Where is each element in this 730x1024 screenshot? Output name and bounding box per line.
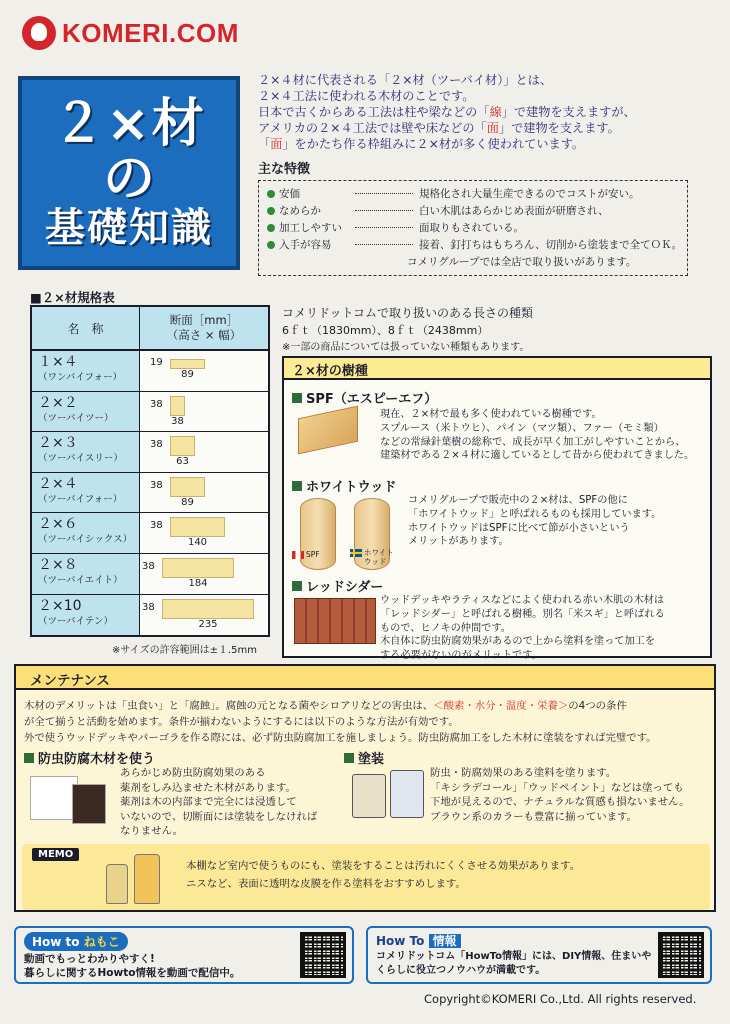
redcedar-heading: レッドシダー: [292, 576, 383, 595]
features-title: 主な特徴: [258, 162, 311, 177]
square-bullet-icon: [292, 481, 302, 491]
whitewood-description: コメリグループで販売中の２×材は、SPFの他に 「ホワイトウッド」と呼ばれるものも採用しています。 ホワイトウッドはSPFに比べて節が小さいという メリットがあります。: [408, 495, 662, 548]
square-bullet-icon: [24, 753, 34, 763]
maintenance-section: [14, 664, 716, 912]
square-bullet-icon: [292, 581, 302, 591]
title-line-3: 基礎知識: [45, 204, 213, 251]
lumber-section-bar: [170, 396, 185, 416]
spec-width: 89: [181, 496, 194, 508]
whitewood-flag-label: ホワイト ウッド: [350, 548, 394, 566]
howto-video-logo: How to ねもこ: [24, 932, 128, 951]
spec-name-cell: ２×６ （ツーバイシックス）: [32, 513, 140, 553]
lumber-section-bar: [162, 558, 234, 578]
lumber-section-bar: [170, 359, 205, 369]
spec-note: ※サイズの許容範囲は±１.5mm: [112, 645, 257, 656]
spf-log-image: [300, 498, 336, 570]
spec-name-cell: ２×８ （ツーバイエイト）: [32, 554, 140, 594]
features-box: [258, 180, 688, 276]
lengths-note: ※一部の商品については扱っていない種類もあります。: [282, 342, 530, 353]
spec-row: [32, 392, 268, 433]
spec-width: 63: [176, 456, 189, 468]
spec-thickness: 38: [150, 439, 163, 451]
maintenance-line-2: が全て揃うと活動を始めます。条件が揃わないようにするには以下のような方法が有効です。: [24, 716, 459, 728]
spf-heading: SPF（エスピーエフ）: [292, 388, 437, 407]
canada-flag-icon: [292, 551, 304, 559]
paint-can-image: [352, 774, 386, 818]
spec-width: 235: [198, 618, 218, 630]
maintenance-line-3: 外で使うウッドデッキやパーゴラを作る際には、必ず防虫防腐加工を施しましょう。防虫防腐加工をした木材に塗装をすれば完璧です。: [24, 732, 657, 744]
species-title: ２×材の樹種: [284, 358, 710, 380]
spec-thickness: 38: [142, 601, 155, 613]
spec-thickness: 38: [150, 520, 163, 532]
paint-description: 防虫・防腐効果のある塗料を塗ります。 「キシラデコール」「ウッドペイント」などは塗っても 下地が見えるので、ナチュラルな質感も損ないません。 ブラウン系のカラーも豊富に揃っています。: [430, 767, 690, 823]
spec-thickness: 38: [142, 560, 155, 572]
spf-flag-label: SPF: [292, 550, 320, 559]
spec-row: [32, 513, 268, 554]
sweden-flag-icon: [350, 549, 362, 557]
lumber-section-bar: [170, 436, 195, 456]
varnish-bottle-image: [106, 864, 128, 904]
spec-row: [32, 473, 268, 514]
memo-line-2: ニスなど、表面に透明な皮膜を作る塗料をおすすめします。: [186, 878, 466, 890]
memo-tag: MEMO: [32, 848, 79, 861]
spec-row: [32, 554, 268, 595]
lengths-sizes: 6ｆｔ（1830mm）、8ｆｔ（2438mm）: [282, 324, 489, 337]
species-box: [282, 356, 712, 662]
howto-info-banner[interactable]: [366, 926, 712, 984]
spec-thickness: 38: [150, 398, 163, 410]
intro-line: 「面」をかたち作る枠組みに２×材が多く使われています。: [258, 137, 585, 151]
bullet-dot-icon: [267, 224, 275, 232]
bullet-dot-icon: [267, 207, 275, 215]
intro-line: ２×４材に代表される「２×材（ツーバイ材）」とは、: [258, 73, 553, 87]
intro-text: [258, 72, 718, 152]
lumber-section-bar: [170, 477, 205, 497]
spec-width: 38: [171, 415, 184, 427]
intro-line: 日本で古くからある工法は柱や梁などの「線」で建物を支えますが、: [258, 105, 636, 119]
komeri-bird-icon: [22, 16, 56, 50]
redcedar-description: ウッドデッキやラティスなどによく使われる赤い木肌の木材は 「レッドシダー」と呼ばれる樹種。別名「米スギ」と呼ばれる もので、ヒノキの仲間です。 木自体に防虫防腐効果があるので上から塗料を塗って加工を する必要がないのがメリットです。: [380, 595, 665, 662]
logo-text: KOMERI.COM: [62, 17, 239, 48]
feature-item: 安価 規格化され大量生産できるのでコストが安い。: [267, 185, 679, 202]
memo-line-1: 本棚など室内で使うものにも、塗装をすることは汚れにくくさせる効果があります。: [186, 860, 581, 872]
spec-section-cell: [140, 595, 268, 636]
spec-row: [32, 351, 268, 392]
maintenance-title: メンテナンス: [16, 666, 714, 690]
redcedar-deck-image: [294, 598, 376, 644]
feature-continuation: コメリグループでは全店で取り扱いがあります。: [407, 256, 637, 268]
howto-info-title: How To 情報: [376, 932, 461, 949]
qr-code-icon[interactable]: [658, 932, 704, 978]
intro-line: アメリカの２×４工法では壁や床などの「面」で建物を支えます。: [258, 121, 620, 135]
feature-item: なめらか 白い木肌はあらかじめ表面が研磨され、: [267, 202, 679, 219]
spec-thickness: 19: [150, 357, 163, 368]
title-line-2: の: [102, 149, 155, 209]
spec-thickness: 38: [150, 479, 163, 491]
square-bullet-icon: [292, 393, 302, 403]
bullet-dot-icon: [267, 190, 275, 198]
lumber-section-bar: [162, 599, 254, 619]
spec-section-cell: [140, 351, 268, 391]
spec-table: [30, 305, 270, 637]
komeri-logo[interactable]: [22, 16, 239, 50]
memo-box: [22, 844, 710, 910]
spec-name-cell: ２×３ （ツーバイスリー）: [32, 432, 140, 472]
spec-width: 140: [187, 537, 208, 549]
lumber-section-bar: [170, 517, 225, 537]
spec-row: [32, 595, 268, 636]
spec-name-cell: ２×２ （ツーバイツー）: [32, 392, 140, 432]
paint-can-image: [390, 770, 424, 818]
varnish-bottle-image: [134, 854, 160, 904]
spec-section-cell: [140, 554, 268, 594]
maintenance-line-1: 木材のデメリットは「虫食い」と「腐蝕」。腐蝕の元となる菌やシロアリなどの害虫は、＜酸素・水分・温度・栄養＞の4つの条件: [24, 700, 627, 712]
square-bullet-icon: [344, 753, 354, 763]
howto-video-text: 動画でもっとわかりやすく! 暮らしに関するHowto情報を動画で配信中。: [24, 953, 241, 979]
spf-description: 現在、２×材で最も多く使われている樹種です。 スプルース（米トウヒ）、パイン（マツ類）、ファー（モミ類） などの常緑針葉樹の総称で、成長が早く加工がしやすいことから、 建築材である２×４材に適しているとして昔から使われてきました。: [380, 409, 695, 462]
spec-section-cell: [140, 392, 268, 432]
spec-name-cell: ２×10 （ツーバイテン）: [32, 595, 140, 636]
howto-info-text: コメリドットコム「HowTo情報」には、DIY情報、住まいや くらしに役立つノウハウが満載です。: [376, 951, 652, 976]
treated-board-image: [30, 776, 78, 820]
title-block: [18, 76, 240, 270]
spf-lumber-image: [298, 406, 358, 455]
treated-wood-description: あらかじめ防虫防腐効果のある 薬剤をしみ込ませた木材があります。 薬剤は木の内部まで完全には浸透して いないので、切断面には塗装をしなければ なりません。: [120, 767, 318, 837]
spec-section-cell: [140, 432, 268, 472]
spec-width: 89: [181, 369, 194, 380]
spec-name-cell: ２×４ （ツーバイフォー）: [32, 473, 140, 513]
spec-table-header: [32, 307, 268, 351]
feature-item: 加工しやすい 面取りもされている。: [267, 219, 679, 236]
col-name-header: 名 称: [32, 307, 140, 349]
whitewood-heading: ホワイトウッド: [292, 476, 396, 495]
spec-width: 184: [188, 577, 208, 589]
spec-row: [32, 432, 268, 473]
lengths-title: コメリドットコムで取り扱いのある長さの種類: [282, 306, 534, 320]
bullet-dot-icon: [267, 241, 275, 249]
title-line-1: ２×材: [52, 94, 206, 155]
intro-line: ２×４工法に使われる木材のことです。: [258, 89, 475, 103]
treated-board-cut-image: [72, 784, 106, 824]
feature-item: 入手が容易 接着、釘打ちはもちろん、切削から塗装まで全てＯＫ。: [267, 236, 679, 253]
spec-section-cell: [140, 513, 268, 553]
howto-video-banner[interactable]: [14, 926, 354, 984]
qr-code-icon[interactable]: [300, 932, 346, 978]
copyright: Copyright©KOMERI Co.,Ltd. All rights reserved.: [424, 992, 697, 1006]
col-section-header: 断面［mm］ （高さ × 幅）: [166, 313, 242, 342]
treated-wood-heading: 防虫防腐木材を使う: [24, 748, 155, 767]
spec-section-cell: [140, 473, 268, 513]
spec-name-cell: １×４ （ワンバイフォー）: [32, 351, 140, 391]
spec-table-title: ■２×材規格表: [30, 290, 115, 305]
paint-heading: 塗装: [344, 748, 384, 767]
